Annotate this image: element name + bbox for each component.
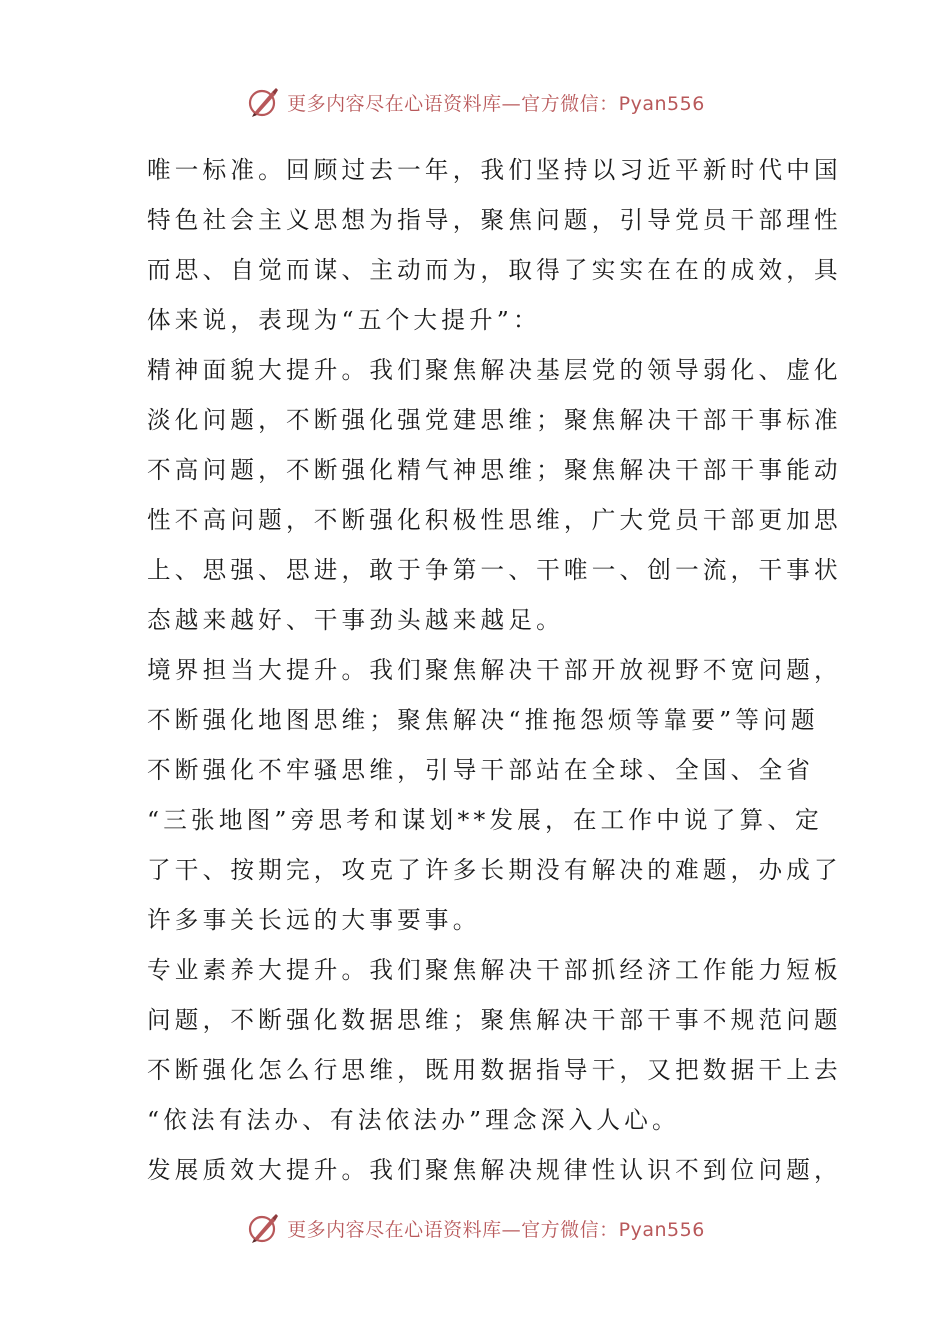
text-line: 了干、按期完，攻克了许多长期没有解决的难题，办成了	[147, 856, 842, 884]
text-line: 许多事关长远的大事要事。	[147, 906, 481, 934]
text-line: 精神面貌大提升。我们聚焦解决基层党的领导弱化、虚化	[147, 356, 842, 384]
text-line: 不断强化怎么行思维，既用数据指导干，又把数据干上去	[147, 1056, 842, 1084]
text-line: 境界担当大提升。我们聚焦解决干部开放视野不宽问题，	[147, 656, 842, 684]
text-line: “三张地图”旁思考和谋划**发展，在工作中说了算、定	[147, 806, 823, 834]
text-line: 专业素养大提升。我们聚焦解决干部抓经济工作能力短板	[147, 956, 842, 984]
footer-watermark-handle: Pyan556	[618, 1218, 705, 1241]
text-line: 淡化问题，不断强化强党建思维；聚焦解决干部干事标准	[147, 406, 842, 434]
footer-watermark-label: 更多内容尽在心语资料库—官方微信：	[287, 1218, 619, 1241]
header-watermark-label: 更多内容尽在心语资料库—官方微信：	[287, 92, 619, 115]
text-line: 不高问题，不断强化精气神思维；聚焦解决干部干事能动	[147, 456, 842, 484]
header-watermark-text	[287, 89, 705, 116]
text-line: 体来说，表现为“五个大提升”：	[147, 306, 541, 334]
text-line: 而思、自觉而谋、主动而为，取得了实实在在的成效，具	[147, 256, 842, 284]
text-line: 唯一标准。回顾过去一年，我们坚持以习近平新时代中国	[147, 156, 842, 184]
document-body	[147, 145, 842, 1195]
text-line: 不断强化地图思维；聚焦解决“推拖怨烦等靠要”等问题	[147, 706, 819, 734]
text-line: 不断强化不牢骚思维，引导干部站在全球、全国、全省	[147, 756, 815, 784]
text-line: 性不高问题，不断强化积极性思维，广大党员干部更加思	[147, 506, 842, 534]
text-line: 特色社会主义思想为指导，聚焦问题，引导党员干部理性	[147, 206, 842, 234]
footer-watermark-text	[287, 1215, 705, 1242]
header-watermark	[0, 82, 950, 122]
text-line: 发展质效大提升。我们聚焦解决规律性认识不到位问题，	[147, 1156, 842, 1184]
text-line: 态越来越好、干事劲头越来越足。	[147, 606, 564, 634]
text-line: 上、思强、思进，敢于争第一、干唯一、创一流，干事状	[147, 556, 842, 584]
pen-logo-icon	[245, 84, 281, 120]
text-line: 问题，不断强化数据思维；聚焦解决干部干事不规范问题	[147, 1006, 842, 1034]
pen-logo-icon	[245, 1210, 281, 1246]
header-watermark-handle: Pyan556	[618, 92, 705, 115]
text-line: “依法有法办、有法依法办”理念深入人心。	[147, 1106, 680, 1134]
footer-watermark	[0, 1208, 950, 1248]
